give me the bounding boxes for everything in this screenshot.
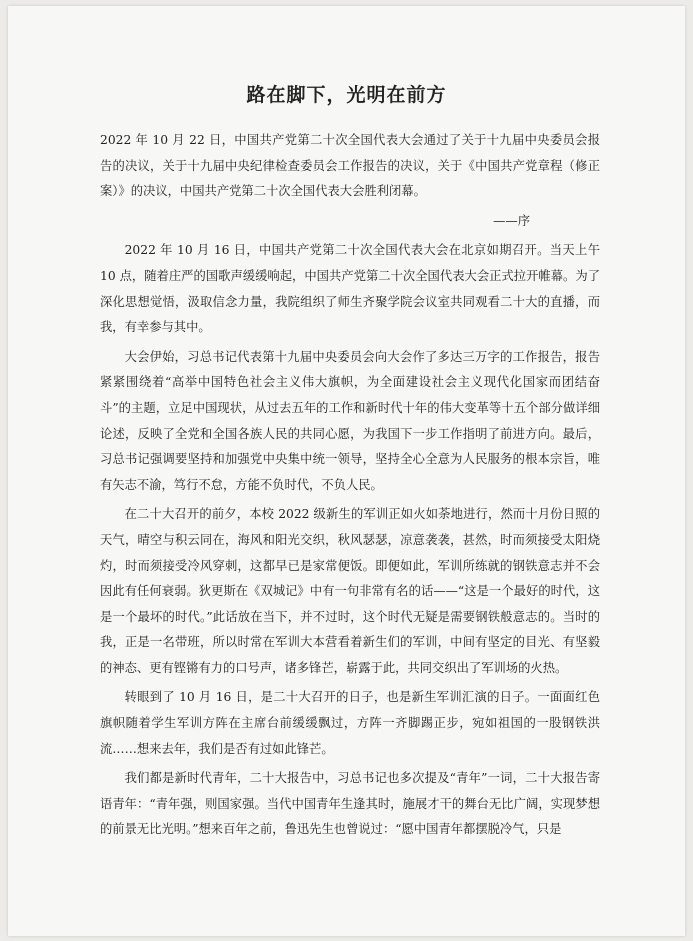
preface-signature: ——序	[493, 213, 530, 228]
page-title: 路在脚下，光明在前方	[246, 84, 447, 106]
body-paragraph: 2022 年 10 月 16 日，中国共产党第二十次全国代表大会在北京如期召开。当天上午 10 点，随着庄严的国歌声缓缓响起，中国共产党第二十次全国代表大会正式拉开帷幕。为了深化思想觉悟，汲取信念力量，我院组织了师生齐聚学院会议室共同观看二十大的直播，而我，有幸参与其中。	[100, 243, 600, 335]
body-paragraph: 我们都是新时代青年，二十大报告中，习总书记也多次提及“青年”一词，二十大报告寄语青年：“青年强，则国家强。当代中国青年生逢其时，施展才干的舞台无比广阔，实现梦想的前景无比光明。”想来百年之前，鲁迅先生也曾说过：“愿中国青年都摆脱冷气，只是	[100, 771, 600, 837]
body-paragraph: 大会伊始，习总书记代表第十九届中央委员会向大会作了多达三万字的工作报告，报告紧紧围绕着“高举中国特色社会主义伟大旗帜，为全面建设社会主义现代化国家而团结奋斗”的主题，立足中国现状，从过去五年的工作和新时代十年的伟大变革等十五个部分做详细论述，反映了全党和全国各族人民的共同心愿，为我国下一步工作指明了前进方向。最后，习总书记强调要坚持和加强党中央集中统一领导，坚持全心全意为人民服务的根本宗旨，唯有矢志不渝，笃行不怠，方能不负时代，不负人民。	[100, 349, 600, 492]
body-paragraph: 转眼到了 10 月 16 日，是二十大召开的日子，也是新生军训汇演的日子。一面面红色旗帜随着学生军训方阵在主席台前缓缓飘过，方阵一齐脚踢正步，宛如祖国的一股钢铁洪流……想来去年，我们是否有过如此锋芒。	[100, 690, 600, 756]
body-paragraph: 在二十大召开的前夕，本校 2022 级新生的军训正如火如荼地进行，然而十月份日照的天气，晴空与积云同在，海风和阳光交织，秋风瑟瑟，凉意袭袭，甚然，时而须接受太阳烧灼，时而须接受冷风穿刺，这都早已是家常便饭。即便如此，军训所练就的钢铁意志并不会因此有任何衰弱。狄更斯在《双城记》中有一句非常有名的话——“这是一个最好的时代，这是一个最坏的时代。”此话放在当下，并不过时，这个时代无疑是需要钢铁般意志的。当时的我，正是一名带班，所以时常在军训大本营看着新生们的军训，中间有坚定的目光、有坚毅的神态、更有铿锵有力的口号声，诸多锋芒，崭露于此，共同交织出了军训场的火热。	[100, 507, 600, 675]
preface-paragraph: 2022 年 10 月 22 日，中国共产党第二十次全国代表大会通过了关于十九届中央委员会报告的决议，关于十九届中央纪律检查委员会工作报告的决议，关于《中国共产党章程（修正案）》的决议，中国共产党第二十次全国代表大会胜利闭幕。	[100, 133, 600, 199]
document-body	[100, 128, 600, 847]
